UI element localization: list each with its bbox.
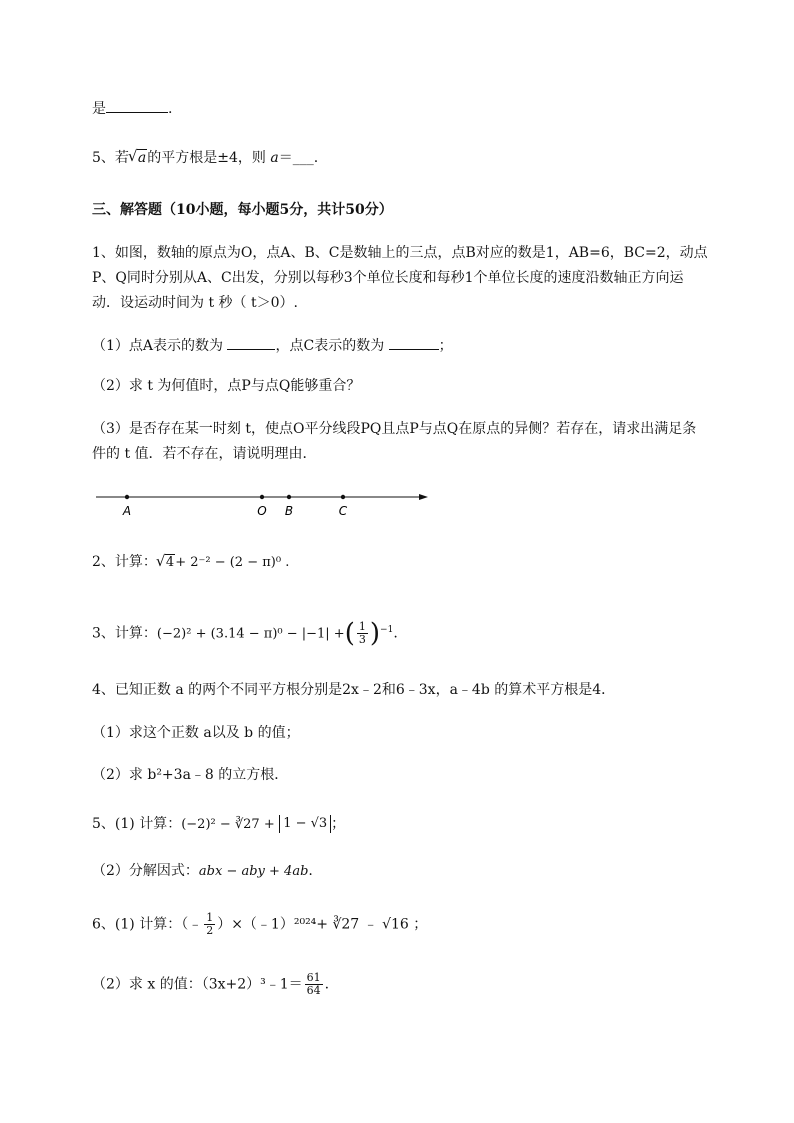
number-line-point-A xyxy=(125,495,129,499)
variable: a xyxy=(270,150,279,166)
text-fragment: ，点C表示的数为 xyxy=(275,338,385,354)
number-line-label: O xyxy=(257,504,267,518)
text-fragment: . xyxy=(308,863,313,879)
sqrt-expression xyxy=(129,148,147,168)
text-fragment: 5、若 xyxy=(92,150,129,166)
fraction xyxy=(305,972,323,997)
q1-part-3-line-1: （3）是否存在某一时刻 t，使点O平分线段PQ且点P与点Q在原点的异侧？若存在，请求出满足条 xyxy=(92,421,697,437)
paren-left: ( xyxy=(344,618,355,649)
q1-line-1: 1、如图，数轴的原点为O，点A、B、C是数轴上的三点，点B对应的数是1，AB=6，BC=2，动点 xyxy=(92,245,708,261)
text-fragment: ＝___. xyxy=(278,150,319,166)
text-fragment: ； xyxy=(438,338,453,354)
number-line-label: A xyxy=(122,504,132,518)
number-line-point-C xyxy=(341,495,345,499)
text-fragment: （2）分解因式： xyxy=(92,863,199,879)
line-continuation xyxy=(92,98,172,119)
number-line-figure xyxy=(92,487,432,519)
question-5-fill xyxy=(92,148,318,168)
denominator: 3 xyxy=(358,633,366,647)
text-fragment: （1）点A表示的数为 xyxy=(92,338,224,354)
radicand: 4 xyxy=(165,555,175,570)
numerator: 61 xyxy=(306,971,321,984)
q1-part-2: （2）求 t 为何值时，点P与点Q能够重合？ xyxy=(92,378,361,394)
text-fragment: . xyxy=(393,625,398,642)
math-expression: ）×（﹣1）²⁰²⁴+ ∛27 ﹣ √16 ； xyxy=(217,916,428,933)
text-fragment: 6、(1) 计算：（﹣ xyxy=(92,916,203,933)
text-fragment: . xyxy=(324,976,330,993)
text-fragment: 是 xyxy=(92,101,106,117)
answer-blank xyxy=(106,98,168,113)
text-fragment: . xyxy=(168,101,173,117)
question-4: 4、已知正数 a 的两个不同平方根分别是2x﹣2和6﹣3x，a﹣4b 的算术平方根是4． xyxy=(92,682,616,698)
question-3 xyxy=(92,618,398,649)
text-fragment: 3、计算： xyxy=(92,625,157,642)
radicand: a xyxy=(137,150,147,166)
exponent: −1 xyxy=(380,625,394,635)
fraction xyxy=(357,621,368,646)
math-expression: (−2)² + (3.14 − π)⁰ − |−1| + xyxy=(156,626,345,642)
arrow-head-icon xyxy=(419,494,428,500)
q4-part-2: （2）求 b²+3a﹣8 的立方根． xyxy=(92,767,289,783)
absolute-value: 1 − √3 xyxy=(279,815,331,833)
q1-part-1 xyxy=(92,335,453,356)
number-line-point-O xyxy=(260,495,264,499)
q1-line-2: P、Q同时分别从A、C出发，分别以每秒3个单位长度和每秒1个单位长度的速度沿数轴正方向运 xyxy=(92,270,684,286)
math-expression: + 2⁻² − (2 − π)⁰ . xyxy=(175,555,290,570)
q4-part-1: （1）求这个正数 a以及 b 的值； xyxy=(92,725,300,741)
q1-line-3: 动．设运动时间为 t 秒（ t＞0）. xyxy=(92,295,298,311)
number-line-label: B xyxy=(284,504,294,518)
math-expression: (−2)² − ∛27 + xyxy=(181,817,275,832)
text-fragment: （2）求 x 的值：（3x+2）³﹣1＝ xyxy=(92,976,303,993)
question-6 xyxy=(92,912,427,937)
paren-right: ) xyxy=(369,618,381,649)
number-line-point-B xyxy=(287,495,291,499)
answer-blank xyxy=(389,335,439,350)
denominator: 64 xyxy=(306,984,321,997)
number-line-label: C xyxy=(338,504,348,518)
denominator: 2 xyxy=(206,924,214,937)
q1-part-3-line-2: 件的 t 值．若不存在，请说明理由． xyxy=(92,446,317,462)
text-fragment: 的平方根是±4，则 xyxy=(147,150,266,166)
answer-blank xyxy=(227,335,275,350)
question-2 xyxy=(92,552,289,573)
numerator: 1 xyxy=(206,911,214,924)
text-fragment: 2、计算： xyxy=(92,554,157,570)
q6-part-2 xyxy=(92,972,329,997)
text-fragment: ； xyxy=(331,816,346,832)
section-heading: 三、解答题（10小题，每小题5分，共计50分） xyxy=(92,202,393,218)
text-fragment: 5、(1) 计算： xyxy=(92,816,182,832)
q5-part-2 xyxy=(92,861,313,882)
numerator: 1 xyxy=(358,620,366,634)
fraction xyxy=(204,912,215,937)
sqrt-expression xyxy=(157,553,175,573)
math-expression: abx − aby + 4ab xyxy=(198,864,309,879)
question-5 xyxy=(92,814,345,835)
